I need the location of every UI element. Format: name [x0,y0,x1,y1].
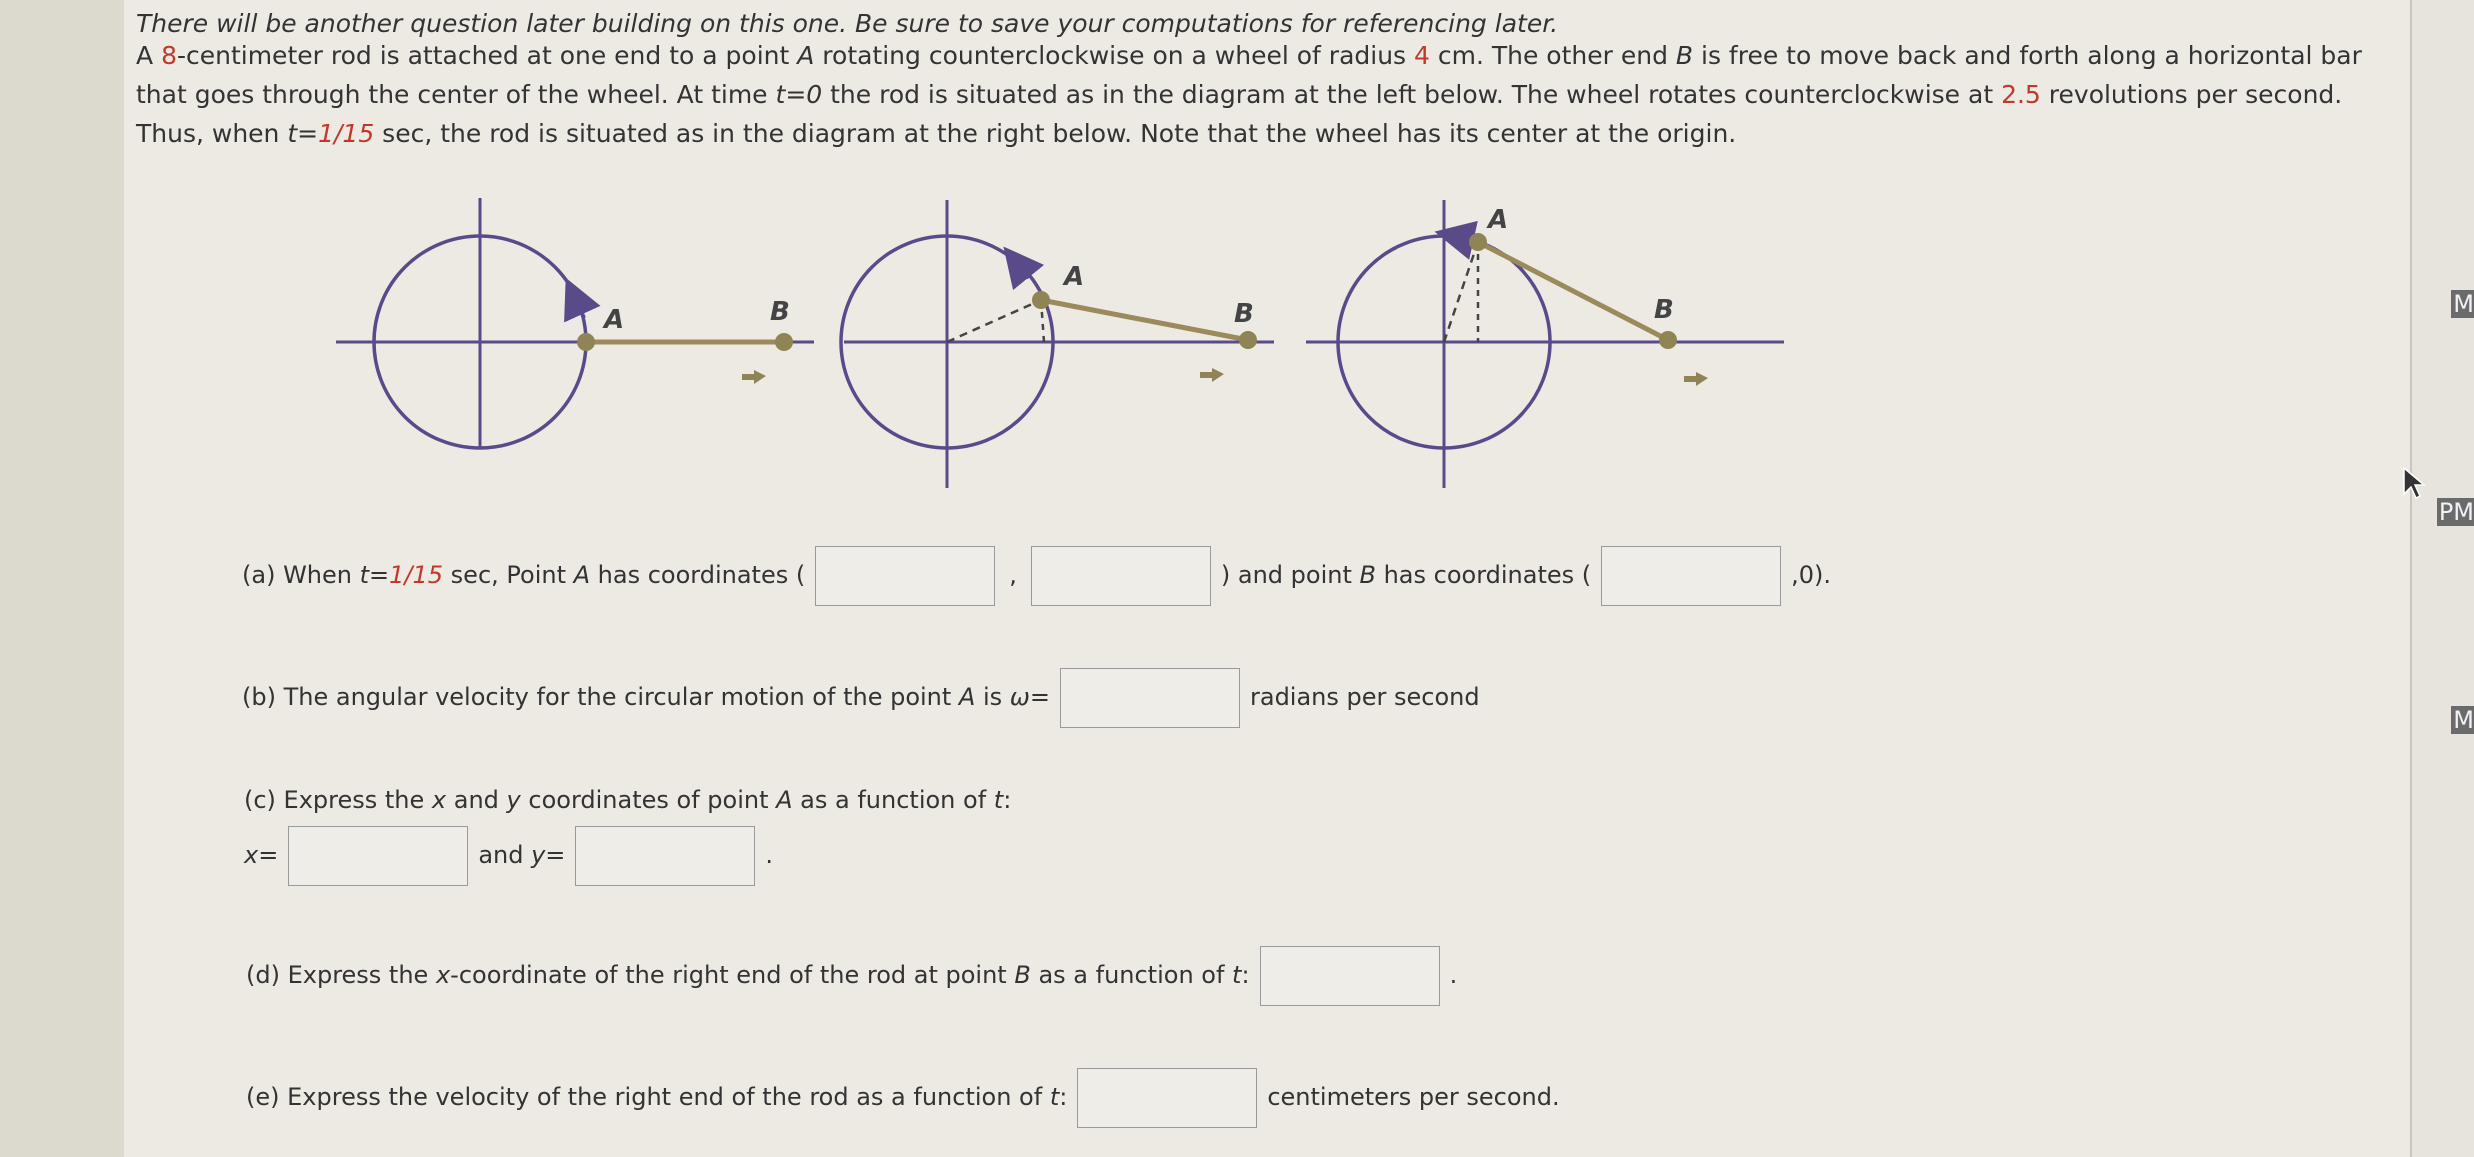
left-arrow-icon [1684,372,1708,386]
left-arrow-icon [1200,368,1224,382]
problem-statement: A 8-centimeter rod is attached at one end to a point A rotating counterclockwise on a wheel of radius 4 cm. The other end B is free to move back and forth along a horizontal bar that goes through the center of the wheel. At time t=0 the rod is situated as in the diagram at the left below. The wheel rotates counterclockwise at 2.5 revolutions per second. Thus, when t=1/15 sec, the rod is situated as in the diagram at the right below. Note that the wheel has its center at the origin. [136,41,2362,148]
side-mark-1: M [2453,290,2474,318]
revolutions-value: 2.5 [2001,80,2041,109]
label-b: B [770,297,790,327]
label-b: B [1654,295,1674,325]
radius-value: 4 [1414,41,1430,70]
diagram-t-1-15 [1306,200,1784,488]
question-a: (a) When t=1/15 sec, Point A has coordinates ( , ) and point B has coordinates ( ,0). [242,546,1831,606]
left-arrow-icon [742,370,766,384]
diagram-t0 [336,198,814,448]
side-mark-3: M [2453,706,2474,734]
radius-dashed-line [1444,242,1478,342]
answer-a-x-input[interactable] [815,546,995,606]
question-panel [124,0,2410,1157]
label-a: A [1064,262,1085,292]
question-c-inputs: x= and y= . [244,826,773,886]
answer-c-x-input[interactable] [288,826,468,886]
rod-length: 8 [161,41,177,70]
radius-dashed-line [947,300,1041,342]
point-b-dot [1659,331,1677,349]
point-a-dot [1469,233,1487,251]
answer-a-bx-input[interactable] [1601,546,1781,606]
question-d: (d) Express the x-coordinate of the right end of the rod at point B as a function of t: . [246,946,1457,1006]
label-a: A [1488,205,1509,235]
rotation-arrow-icon [574,296,584,318]
point-b-dot [1239,331,1257,349]
rotation-arrow-icon [1454,236,1472,240]
question-e: (e) Express the velocity of the right end of the rod as a function of t: centimeters per second. [246,1068,1560,1128]
rod [1041,300,1248,340]
diagrams [124,0,2410,520]
note-text: There will be another question later building on this one. Be sure to save your computations for referencing later. [136,9,1559,38]
label-a: A [604,305,625,335]
point-a-dot [577,333,595,351]
answer-d-input[interactable] [1260,946,1440,1006]
diagram-middle [841,200,1274,488]
answer-c-y-input[interactable] [575,826,755,886]
answer-b-omega-input[interactable] [1060,668,1240,728]
rod [1478,242,1668,340]
question-b: (b) The angular velocity for the circular motion of the point A is ω= radians per second [242,668,1480,728]
answer-a-y-input[interactable] [1031,546,1211,606]
question-c-prompt: (c) Express the x and y coordinates of point A as a function of t: [244,786,1012,814]
right-side-strip [2410,0,2474,1157]
label-b: B [1234,299,1254,329]
side-mark-2: PM [2438,498,2474,526]
mouse-cursor-icon [2400,464,2430,504]
time-value: 1/15 [318,119,375,148]
answer-e-input[interactable] [1077,1068,1257,1128]
point-b-dot [775,333,793,351]
point-a-dot [1032,291,1050,309]
